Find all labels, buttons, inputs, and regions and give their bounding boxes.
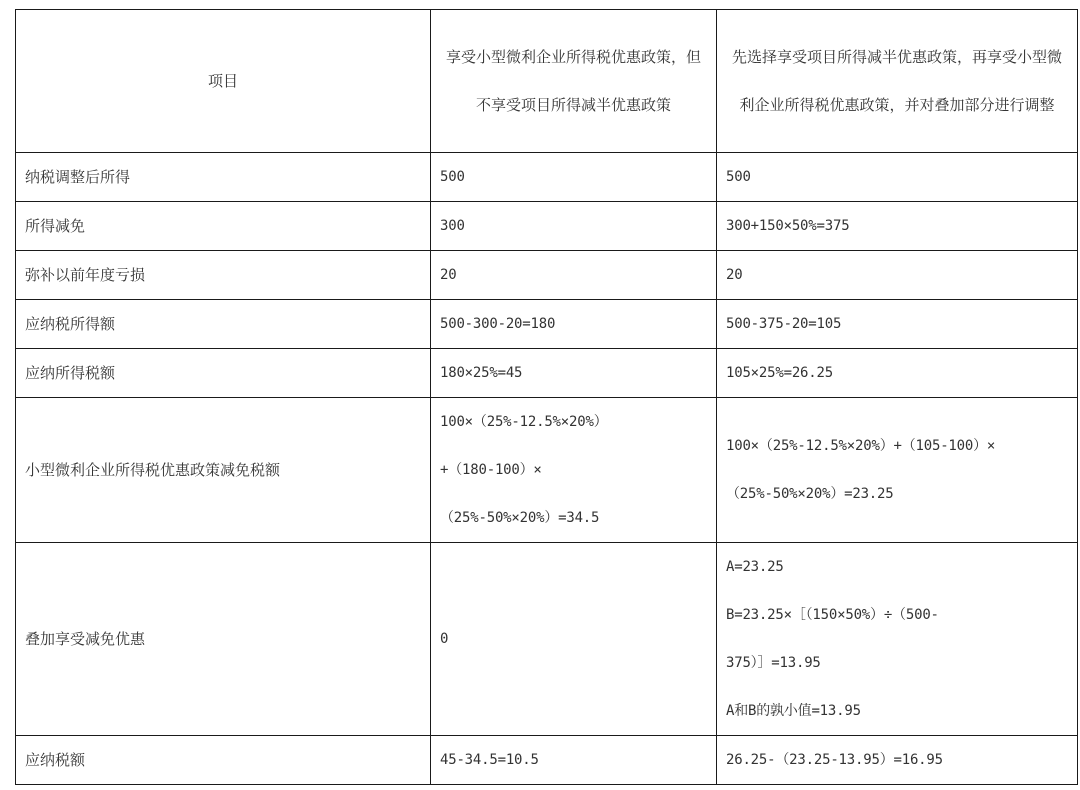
row-item: 所得减免: [16, 202, 431, 251]
formula-line: 100×（25%-12.5%×20%）: [440, 414, 608, 430]
formula-line: （25%-50%×20%）=23.25: [726, 486, 894, 502]
table-row: [16, 349, 1078, 398]
header-scenario-a: 享受小型微利企业所得税优惠政策，但不享受项目所得减半优惠政策: [431, 10, 717, 153]
row-scenario-b: 105×25%=26.25: [717, 349, 1078, 398]
row-scenario-b: 26.25-（23.25-13.95）=16.95: [717, 736, 1078, 785]
row-scenario-a: 45-34.5=10.5: [431, 736, 717, 785]
row-scenario-a: 180×25%=45: [431, 349, 717, 398]
formula-line: 100×（25%-12.5%×20%）+（105-100）×: [726, 438, 996, 454]
formula-line: （25%-50%×20%）=34.5: [440, 510, 600, 526]
row-scenario-a: 300: [431, 202, 717, 251]
row-scenario-a: 500: [431, 153, 717, 202]
formula-line: +（180-100）×: [440, 462, 542, 478]
row-item: 小型微利企业所得税优惠政策减免税额: [16, 398, 431, 543]
formula-line: A=23.25: [726, 559, 784, 575]
row-scenario-b: 500-375-20=105: [717, 300, 1078, 349]
table-row: [16, 300, 1078, 349]
header-item: 项目: [16, 10, 431, 153]
row-scenario-b: [717, 398, 1078, 543]
row-item: 应纳税额: [16, 736, 431, 785]
row-scenario-b: 20: [717, 251, 1078, 300]
row-scenario-a: 500-300-20=180: [431, 300, 717, 349]
tax-comparison-table: [15, 9, 1078, 785]
table-row: [16, 202, 1078, 251]
table-row: [16, 251, 1078, 300]
row-scenario-b: 300+150×50%=375: [717, 202, 1078, 251]
row-item: 纳税调整后所得: [16, 153, 431, 202]
row-item: 应纳所得税额: [16, 349, 431, 398]
row-scenario-b: 500: [717, 153, 1078, 202]
table-row: [16, 153, 1078, 202]
row-item: 应纳税所得额: [16, 300, 431, 349]
formula-line: A和B的孰小值=13.95: [726, 703, 861, 719]
header-scenario-b: 先选择享受项目所得减半优惠政策，再享受小型微利企业所得税优惠政策，并对叠加部分进行调整: [717, 10, 1078, 153]
row-scenario-b: [717, 543, 1078, 736]
row-item: 弥补以前年度亏损: [16, 251, 431, 300]
table-row: [16, 543, 1078, 736]
formula-line: B=23.25×［（150×50%）÷（500-: [726, 607, 939, 623]
formula-line: 375）］=13.95: [726, 655, 821, 671]
table-row: [16, 398, 1078, 543]
row-scenario-a: 0: [431, 543, 717, 736]
row-item: 叠加享受减免优惠: [16, 543, 431, 736]
header-row: [16, 10, 1078, 153]
row-scenario-a: 20: [431, 251, 717, 300]
table-row: [16, 736, 1078, 785]
row-scenario-a: [431, 398, 717, 543]
